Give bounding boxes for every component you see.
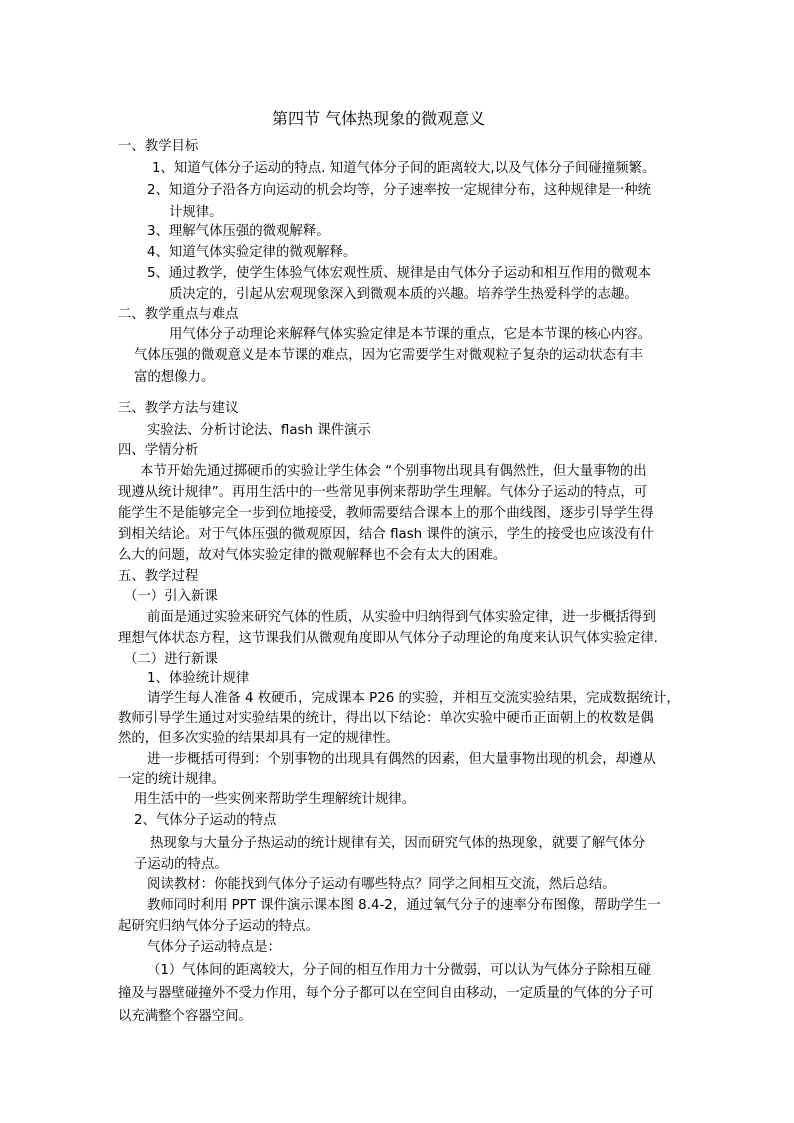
paragraph-line: 热现象与大量分子热运动的统计规律有关，因而研究气体的热现象，就要了解气体分	[150, 836, 646, 851]
paragraph-line: 气体压强的微观意义是本节课的难点，因为它需要学生对微观粒子复杂的运动状态有丰	[134, 348, 643, 363]
paragraph-line: 进一步概括可得到：个别事物的出现具有偶然的因素，但大量事物出现的机会，却遵从	[147, 752, 656, 767]
paragraph-line: 么大的问题，故对气体实验定律的微观解释也不会有太大的困难。	[118, 548, 507, 563]
paragraph-line: 富的想像力。	[134, 370, 215, 385]
paragraph-line: 本节开始先通过掷硬币的实验让学生体会 “个别事物出现具有偶然性，但大量事物的出	[140, 464, 647, 479]
paragraph-line: 然的，但多次实验的结果却具有一定的规律性。	[118, 731, 400, 746]
paragraph-line: 撞及与器壁碰撞外不受力作用，每个分子都可以在空间自由移动，一定质量的气体的分子可	[118, 986, 654, 1001]
objective-item-5-cont: 质决定的，引起从宏观现象深入到微观本质的兴趣。培养学生热爱科学的志趣。	[169, 287, 638, 302]
paragraph-line: 阅读教材：你能找到气体分子运动有哪些特点？同学之间相互交流，然后总结。	[147, 877, 616, 892]
paragraph-line: 教师引导学生通过对实验结果的统计，得出以下结论：单次实验中硬币正面朝上的枚数是偶	[118, 711, 654, 726]
subsection-heading-new-lesson: （二）进行新课	[124, 652, 218, 667]
paragraph-line: 用生活中的一些实例来帮助学生理解统计规律。	[134, 792, 416, 807]
objective-item-1: 1、知道气体分子运动的特点. 知道气体分子间的距离较大,以及气体分子间碰撞频繁。	[152, 161, 656, 176]
paragraph-line: 用气体分子动理论来解释气体实验定律是本节课的重点，它是本节课的核心内容。	[169, 327, 652, 342]
item-heading-statistics: 1、体验统计规律	[147, 671, 250, 686]
paragraph-line: 子运动的特点。	[134, 857, 228, 872]
objective-item-3: 3、理解气体压强的微观解释。	[147, 224, 330, 239]
paragraph-line: 以充满整个容器空间。	[118, 1009, 252, 1024]
page-title: 第四节 气体热现象的微观意义	[272, 109, 486, 128]
paragraph-line: 一定的统计规律。	[118, 772, 226, 787]
paragraph-line: 到相关结论。对于气体压强的微观原因，结合 flash 课件的演示，学生的接受也应该没有什	[118, 527, 655, 542]
subsection-heading-intro: （一）引入新课	[124, 589, 218, 604]
paragraph-line: 起研究归纳气体分子运动的特点。	[118, 919, 319, 934]
section-heading-objectives: 一、教学目标	[118, 139, 199, 154]
paragraph-line: 现遵从统计规律”。再用生活中的一些常见事例来帮助学生理解。气体分子运动的特点，可	[118, 485, 648, 500]
paragraph-line: 能学生不是能够完全一步到位地接受，教师需要结合课本上的那个曲线图，逐步引导学生得	[118, 506, 654, 521]
objective-item-2-cont: 计规律。	[169, 205, 223, 220]
section-heading-teaching-process: 五、教学过程	[118, 569, 199, 584]
section-heading-student-analysis: 四、学情分析	[118, 443, 199, 458]
paragraph-line: 实验法、分析讨论法、flash 课件演示	[147, 423, 371, 438]
paragraph-line: 前面是通过实验来研究气体的性质，从实验中归纳得到气体实验定律，进一步概括得到	[147, 610, 656, 625]
section-heading-methods: 三、教学方法与建议	[118, 401, 239, 416]
objective-item-2: 2、知道分子沿各方向运动的机会均等，分子速率按一定规律分布，这种规律是一种统	[147, 183, 651, 198]
paragraph-line: 教师同时利用 PPT 课件演示课本图 8.4-2，通过氧气分子的速率分布图像，帮助学生一	[147, 898, 661, 913]
objective-item-5: 5、通过教学，使学生体验气体宏观性质、规律是由气体分子运动和相互作用的微观本	[147, 266, 651, 281]
objective-item-4: 4、知道气体实验定律的微观解释。	[147, 245, 357, 260]
item-heading-molecular-motion: 2、气体分子运动的特点	[134, 813, 277, 828]
paragraph-line: 请学生每人准备 4 枚硬币，完成课本 P26 的实验，并相互交流实验结果，完成数据统计，	[147, 691, 680, 706]
paragraph-line: 气体分子运动特点是：	[147, 940, 281, 955]
section-heading-key-points: 二、教学重点与难点	[118, 307, 239, 322]
paragraph-line: 理想气体状态方程，这节课我们从微观角度即从气体分子动理论的角度来认识气体实验定律.	[118, 631, 658, 646]
paragraph-line: （1）气体间的距离较大，分子间的相互作用力十分微弱，可以认为气体分子除相互碰	[147, 963, 651, 978]
